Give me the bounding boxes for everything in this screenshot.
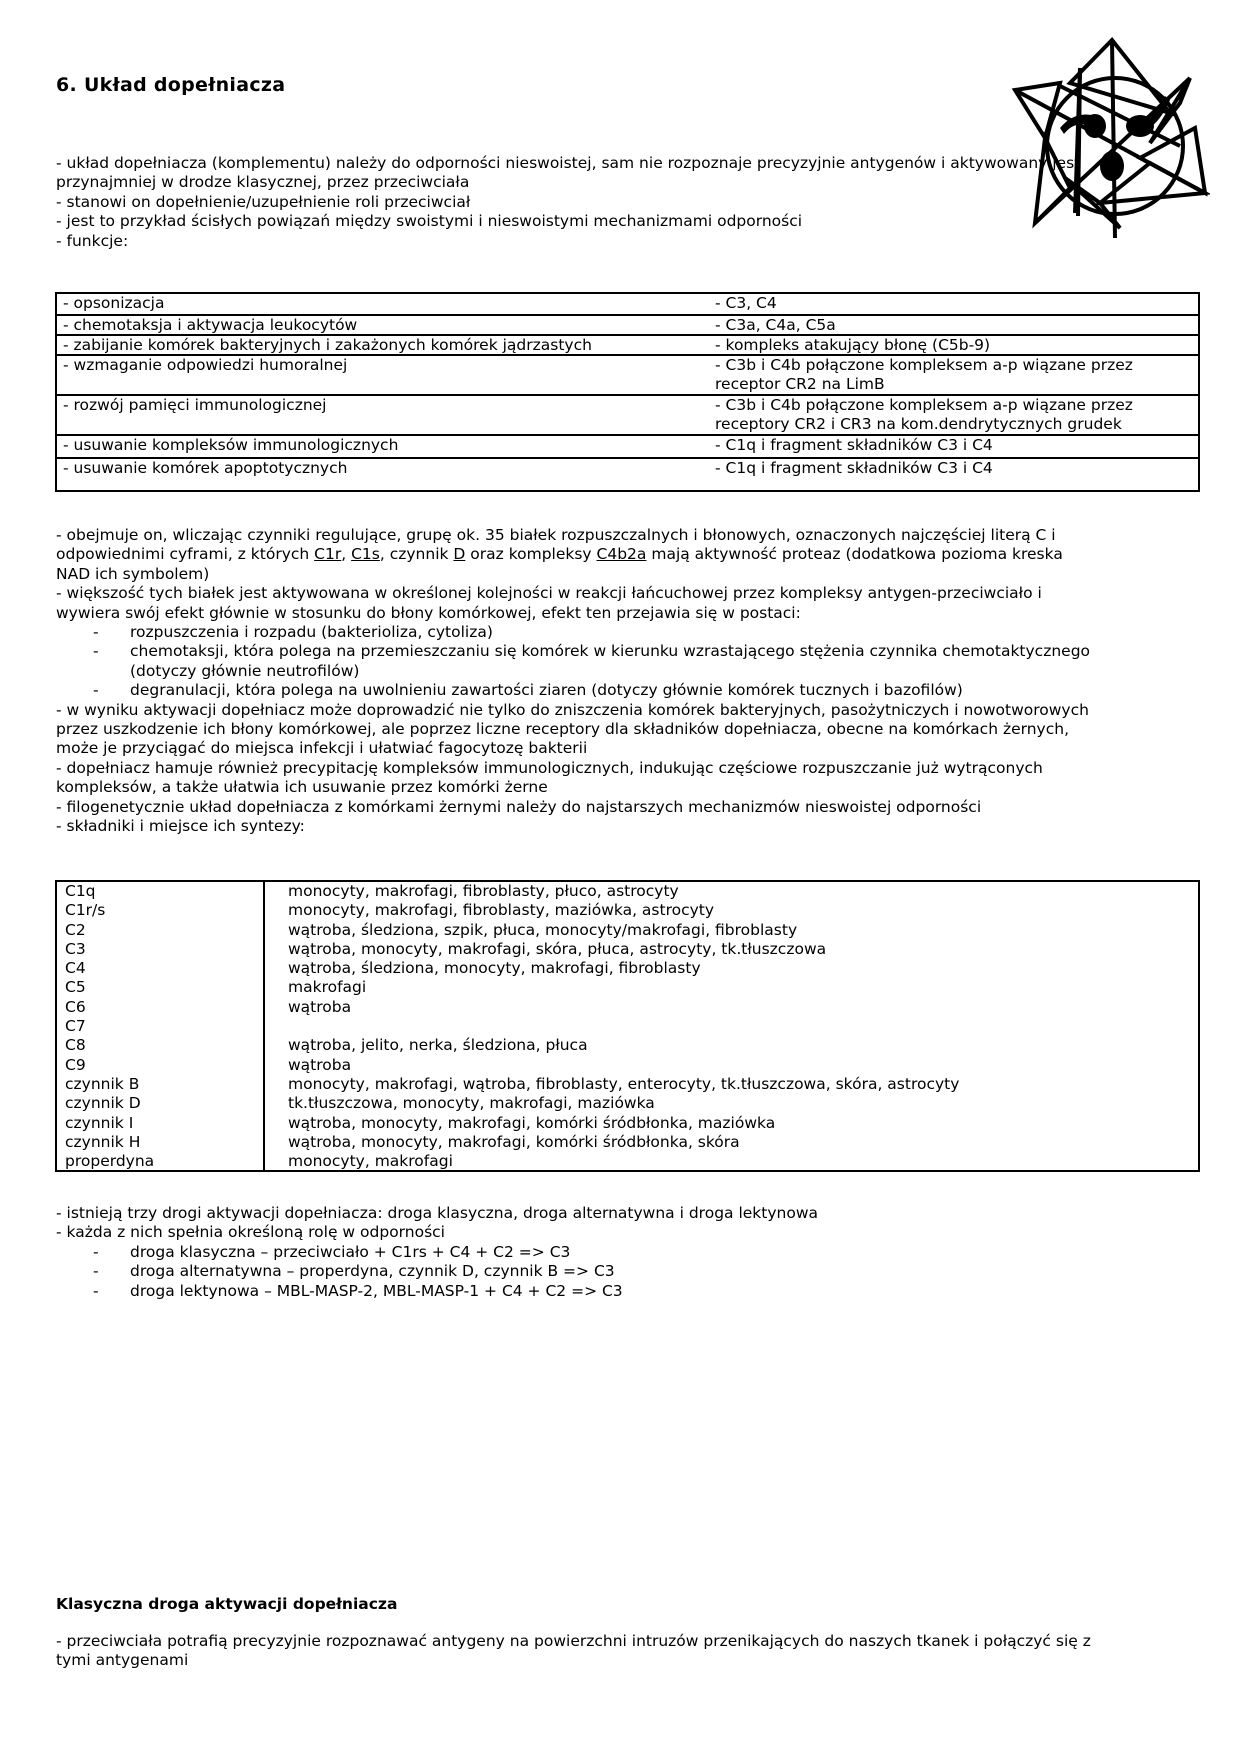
table-row bbox=[57, 354, 1198, 394]
bullet-dash: - bbox=[93, 1242, 99, 1261]
component-cell: czynnik I bbox=[65, 1113, 134, 1132]
pathway-text: droga klasyczna – przeciwciało + C1rs + C4 + C2 => C3 bbox=[130, 1242, 571, 1261]
function-cell: - opsonizacja bbox=[63, 294, 165, 312]
pathways-section bbox=[56, 1204, 1206, 1301]
table-row bbox=[57, 334, 1198, 354]
table-row bbox=[57, 901, 1198, 920]
component-cell: czynnik D bbox=[65, 1094, 141, 1113]
intro-line: - funkcje: bbox=[56, 231, 129, 250]
effect-item bbox=[56, 623, 1206, 642]
component-cell: czynnik H bbox=[65, 1132, 141, 1151]
term-c4b2a: C4b2a bbox=[596, 545, 647, 564]
sites-cell: tk.tłuszczowa, monocyty, makrofagi, maziówka bbox=[288, 1094, 655, 1113]
bullet-dash: - bbox=[93, 1262, 99, 1281]
sites-cell: wątroba, monocyty, makrofagi, komórki śródbłonka, maziówka bbox=[288, 1113, 776, 1132]
sites-cell: wątroba, jelito, nerka, śledziona, płuca bbox=[288, 1036, 588, 1055]
text-span: , czynnik bbox=[379, 545, 454, 564]
body-line: NAD ich symbolem) bbox=[56, 564, 210, 583]
components-cell: - C3a, C4a, C5a bbox=[715, 316, 836, 334]
body-line: - w wyniku aktywacji dopełniacz może doprowadzić nie tylko do zniszczenia komórek bakteryjnych, pasożytniczych i nowotworowych bbox=[56, 700, 1089, 719]
sites-cell: wątroba, monocyty, makrofagi, komórki śródbłonka, skóra bbox=[288, 1132, 740, 1151]
sites-cell: monocyty, makrofagi bbox=[288, 1152, 453, 1171]
table-row bbox=[57, 921, 1198, 940]
component-cell: czynnik B bbox=[65, 1074, 140, 1093]
pathways-line: - każda z nich spełnia określoną rolę w odporności bbox=[56, 1223, 445, 1242]
table-row bbox=[57, 457, 1198, 490]
body-line: kompleksów, a także ułatwia ich usuwanie przez komórki żerne bbox=[56, 778, 548, 797]
synthesis-table bbox=[55, 880, 1200, 1172]
page-title: 6. Układ dopełniacza bbox=[56, 74, 286, 96]
component-cell: properdyna bbox=[65, 1152, 155, 1171]
sites-cell: monocyty, makrofagi, fibroblasty, płuco, astrocyty bbox=[288, 882, 679, 900]
component-cell: C3 bbox=[65, 939, 86, 958]
sites-cell: wątroba, śledziona, szpik, płuca, monocyty/makrofagi, fibroblasty bbox=[288, 920, 798, 939]
function-cell: - usuwanie kompleksów immunologicznych bbox=[63, 436, 399, 454]
term-d: D bbox=[453, 545, 466, 564]
sites-cell: makrofagi bbox=[288, 978, 367, 997]
table-row bbox=[57, 940, 1198, 959]
sites-cell: wątroba, śledziona, monocyty, makrofagi, fibroblasty bbox=[288, 959, 701, 978]
sites-cell: wątroba bbox=[288, 1055, 352, 1074]
table-row bbox=[57, 1075, 1198, 1094]
effect-item bbox=[56, 642, 1206, 681]
table-row bbox=[57, 294, 1198, 314]
sites-cell: wątroba, monocyty, makrofagi, skóra, płuca, astrocyty, tk.tłuszczowa bbox=[288, 939, 827, 958]
sites-cell: wątroba bbox=[288, 997, 352, 1016]
body-line: - składniki i miejsce ich syntezy: bbox=[56, 817, 305, 836]
component-cell: C1q bbox=[65, 882, 96, 900]
sites-cell: monocyty, makrofagi, wątroba, fibroblasty, enterocyty, tk.tłuszczowa, skóra, astrocyty bbox=[288, 1074, 960, 1093]
table-row bbox=[57, 1056, 1198, 1075]
pathway-text: droga alternatywna – properdyna, czynnik D, czynnik B => C3 bbox=[130, 1262, 615, 1281]
effect-line: chemotaksji, która polega na przemieszczaniu się komórek w kierunku wzrastającego stężenia czynnika chemotaktycznego bbox=[130, 642, 1091, 661]
bullet-dash: - bbox=[93, 623, 99, 642]
section2-line: - przeciwciała potrafią precyzyjnie rozpoznawać antygeny na powierzchni intruzów przenikających do naszych tkanek i połączyć się z bbox=[56, 1632, 1091, 1650]
function-cell: - zabijanie komórek bakteryjnych i zakażonych komórek jądrzastych bbox=[63, 336, 592, 354]
function-cell: - usuwanie komórek apoptotycznych bbox=[63, 459, 348, 477]
component-cell: C7 bbox=[65, 1017, 86, 1036]
components-cell: - C3b i C4b połączone kompleksem a-p wiązane przez receptor CR2 na LimB bbox=[715, 356, 1133, 393]
body-section bbox=[56, 526, 1206, 837]
section-heading: Klasyczna droga aktywacji dopełniacza bbox=[56, 1595, 398, 1613]
intro-line: - stanowi on dopełnienie/uzupełnienie roli przeciwciał bbox=[56, 192, 471, 211]
body-line: - większość tych białek jest aktywowana w określonej kolejności w reakcji łańcuchowej przez kompleksy antygen-przeciwciało i bbox=[56, 584, 1042, 603]
sites-cell: monocyty, makrofagi, fibroblasty, maziówka, astrocyty bbox=[288, 901, 715, 920]
column-divider bbox=[263, 882, 265, 1170]
intro-line: przynajmniej w drodze klasycznej, przez przeciwciała bbox=[56, 173, 470, 192]
effect-text bbox=[130, 642, 1206, 681]
table-row bbox=[57, 1094, 1198, 1113]
text-span: oraz kompleksy bbox=[465, 545, 597, 564]
effect-text: degranulacji, która polega na uwolnieniu zawartości ziaren (dotyczy głównie komórek tucznych i bazofilów) bbox=[130, 681, 963, 700]
term-c1r: C1r bbox=[314, 545, 342, 564]
bullet-dash: - bbox=[93, 681, 99, 700]
components-cell: - C3b i C4b połączone kompleksem a-p wiązane przez receptory CR2 i CR3 na kom.dendrytycznych grudek bbox=[715, 396, 1133, 433]
table-row bbox=[57, 1036, 1198, 1055]
body-line: - dopełniacz hamuje również precypitację kompleksów immunologicznych, indukując częściowe rozpuszczanie już wytrąconych bbox=[56, 758, 1043, 777]
component-cell: C2 bbox=[65, 920, 86, 939]
component-cell: C1r/s bbox=[65, 901, 106, 920]
table-row bbox=[57, 314, 1198, 334]
component-cell: C9 bbox=[65, 1055, 86, 1074]
table-row bbox=[57, 1133, 1198, 1152]
bullet-dash: - bbox=[93, 1281, 99, 1300]
component-cell: C5 bbox=[65, 978, 86, 997]
pathway-item bbox=[56, 1262, 1206, 1281]
pathways-line: - istnieją trzy drogi aktywacji dopełniacza: droga klasyczna, droga alternatywna i droga lektynowa bbox=[56, 1204, 819, 1222]
table-row bbox=[57, 1114, 1198, 1133]
table-row bbox=[57, 998, 1198, 1017]
text-span: odpowiednimi cyframi, z których bbox=[56, 545, 315, 564]
sites-cell bbox=[265, 1017, 1198, 1036]
components-cell: - C3, C4 bbox=[715, 294, 777, 312]
effect-item bbox=[56, 681, 1206, 700]
function-cell: - rozwój pamięci immunologicznej bbox=[63, 396, 327, 414]
table-row bbox=[57, 394, 1198, 434]
effect-line: (dotyczy głównie neutrofilów) bbox=[130, 661, 360, 680]
table-row bbox=[57, 882, 1198, 901]
body-line: przez uszkodzenie ich błony komórkowej, ale poprzez liczne receptory dla składników dopełniacza, obecne na komórkach żernych, bbox=[56, 720, 1069, 739]
function-cell: - wzmaganie odpowiedzi humoralnej bbox=[63, 356, 348, 374]
body-line: - obejmuje on, wliczając czynniki regulujące, grupę ok. 35 białek rozpuszczalnych i błonowych, oznaczonych najczęściej literą C i bbox=[56, 526, 1056, 544]
body-line bbox=[56, 545, 1206, 564]
effect-text: rozpuszczenia i rozpadu (bakterioliza, cytoliza) bbox=[130, 623, 493, 642]
table-row bbox=[57, 1017, 1198, 1036]
table-row bbox=[57, 434, 1198, 457]
table-row bbox=[57, 959, 1198, 978]
component-cell: C8 bbox=[65, 1036, 86, 1055]
intro-section bbox=[56, 154, 1206, 251]
intro-line: - jest to przykład ścisłych powiązań między swoistymi i nieswoistymi mechanizmami odporności bbox=[56, 212, 803, 231]
pathway-item bbox=[56, 1243, 1206, 1262]
table-row bbox=[57, 1152, 1198, 1171]
section2-body bbox=[56, 1632, 1206, 1671]
component-cell: C4 bbox=[65, 959, 86, 978]
component-cell: C6 bbox=[65, 997, 86, 1016]
section2-line: tymi antygenami bbox=[56, 1651, 189, 1670]
body-line: może je przyciągać do miejsca infekcji i ułatwiać fagocytozę bakterii bbox=[56, 739, 588, 758]
intro-line: - układ dopełniacza (komplementu) należy do odporności nieswoistej, sam nie rozpoznaje precyzyjnie antygenów i aktywowany jest bbox=[56, 154, 1081, 172]
bullet-dash: - bbox=[93, 642, 99, 661]
pathway-text: droga lektynowa – MBL-MASP-2, MBL-MASP-1 + C4 + C2 => C3 bbox=[130, 1281, 623, 1300]
body-line: wywiera swój efekt głównie w stosunku do błony komórkowej, efekt ten przejawia się w postaci: bbox=[56, 603, 801, 622]
table-row bbox=[57, 978, 1198, 997]
pathway-item bbox=[56, 1282, 1206, 1301]
text-span: mają aktywność proteaz (dodatkowa pozioma kreska bbox=[646, 545, 1063, 564]
term-c1s: C1s bbox=[351, 545, 380, 564]
components-cell: - C1q i fragment składników C3 i C4 bbox=[715, 459, 993, 477]
components-cell: - C1q i fragment składników C3 i C4 bbox=[715, 436, 993, 454]
text-span: , bbox=[341, 545, 352, 564]
functions-table bbox=[55, 292, 1200, 492]
body-line: - filogenetycznie układ dopełniacza z komórkami żernymi należy do najstarszych mechanizmów nieswoistej odporności bbox=[56, 797, 982, 816]
function-cell: - chemotaksja i aktywacja leukocytów bbox=[63, 316, 358, 334]
components-cell: - kompleks atakujący błonę (C5b-9) bbox=[715, 336, 991, 354]
